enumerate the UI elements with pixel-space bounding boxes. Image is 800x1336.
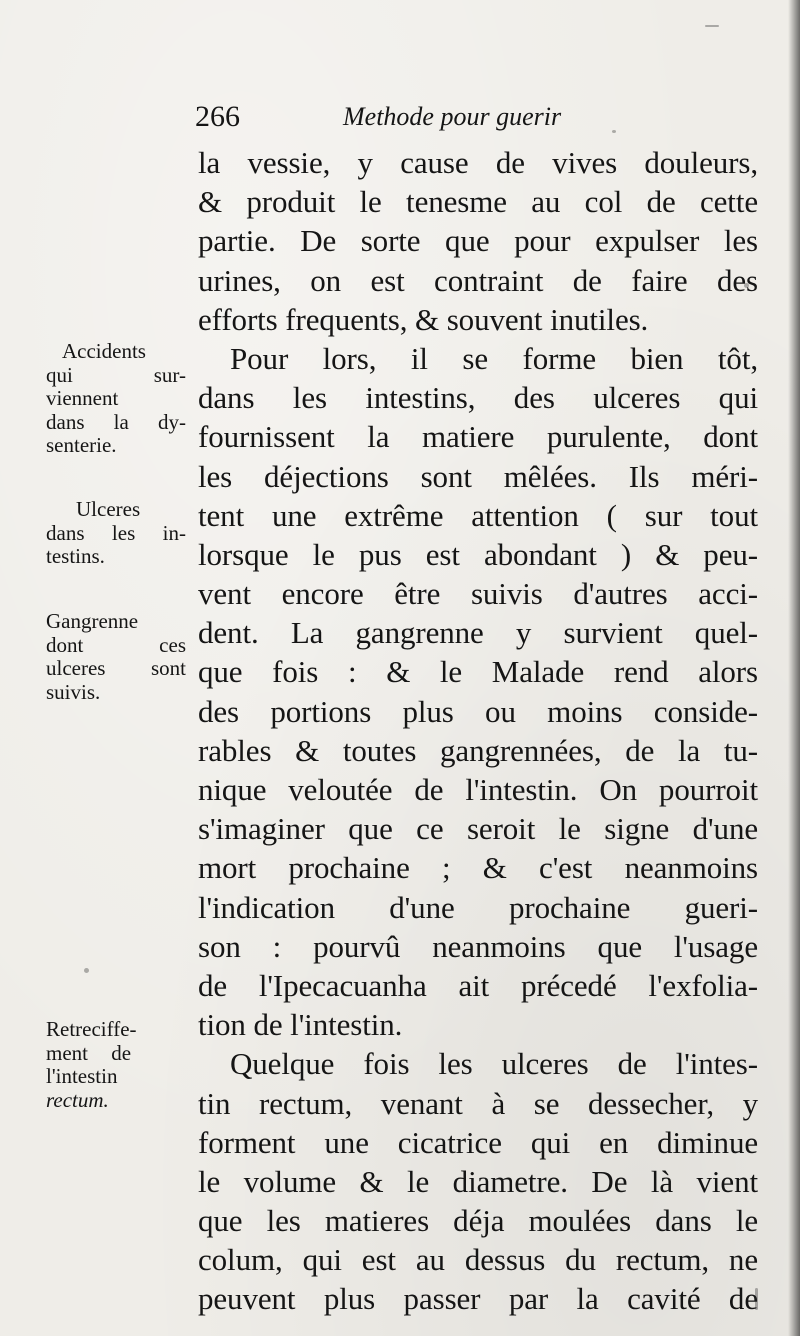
text-line: efforts frequents, & souvent inutiles. [198, 301, 649, 337]
text-line: peuvent plus passer par la cavité de [198, 1281, 758, 1317]
text-line: le volume & le diametre. De là vient [198, 1163, 758, 1199]
text-line: rables & toutes gangrennées, de la tu- [198, 732, 758, 768]
margin-note-line: Ulceres [76, 497, 141, 521]
text-line: Quelque fois les ulceres de l'intes- [230, 1046, 758, 1082]
running-title: Methode pour guerir [343, 102, 562, 131]
text-line: fournissent la matiere purulente, dont [198, 419, 758, 455]
text-line: les déjections sont mêlées. Ils méri- [198, 458, 758, 494]
body-text [198, 143, 758, 1319]
text-line: s'imaginer que ce seroit le signe d'une [198, 811, 758, 847]
margin-note-accidents [46, 340, 186, 458]
text-line: forment une cicatrice qui en diminue [198, 1124, 758, 1160]
text-line: partie. De sorte que pour expulser les [198, 223, 758, 259]
margin-note-line: ulceres sont [46, 656, 186, 680]
text-line: l'indication d'une prochaine gueri- [198, 889, 758, 925]
page-shadow-edge [788, 0, 800, 1336]
margin-note-gangrenne [46, 610, 186, 704]
text-line: urines, on est contraint de faire des [198, 262, 758, 298]
text-line: de l'Ipecacuanha ait précedé l'exfolia- [198, 967, 758, 1003]
margin-note-line: l'intestin [46, 1064, 118, 1088]
text-line: la vessie, y cause de vives douleurs, [198, 145, 758, 180]
margin-note-line: dans les in- [46, 520, 186, 545]
margin-note-line: viennent [46, 386, 119, 410]
text-line: Pour lors, il se forme bien tôt, [230, 340, 758, 376]
text-line: mort prochaine ; & c'est neanmoins [198, 850, 758, 886]
margin-note-line: qui sur- [46, 362, 186, 387]
paper-speck [755, 1288, 758, 1310]
page-header [195, 100, 755, 144]
text-line: colum, qui est au dessus du rectum, ne [198, 1242, 758, 1278]
margin-note-retrecissement [46, 1018, 186, 1112]
paper-speck [612, 130, 616, 133]
margin-note-line: senterie. [46, 433, 117, 457]
text-line: que fois : & le Malade rend alors [198, 654, 758, 690]
text-line: des portions plus ou moins conside- [198, 693, 758, 729]
margin-note-line: dans la dy- [46, 409, 186, 434]
text-line: & produit le tenesme au col de cette [198, 184, 758, 220]
text-line: nique veloutée de l'intestin. On pourroit [198, 772, 758, 807]
margin-note-line: rectum. [46, 1087, 109, 1112]
margin-note-line: suivis. [46, 679, 101, 704]
text-line: que les matieres déja moulées dans le [198, 1203, 758, 1239]
margin-note-line: ment de [46, 1040, 132, 1065]
margin-note-ulceres [46, 498, 186, 569]
margin-note-line: Retreciffe- [46, 1017, 137, 1041]
text-line: dent. La gangrenne y survient quel- [198, 615, 758, 651]
margin-note-line: Gangrenne [46, 609, 139, 633]
text-line: tent une extrême attention ( sur tout [198, 497, 758, 533]
margin-note-line: dont ces [46, 632, 186, 657]
paper-speck [705, 25, 719, 27]
margin-note-line: Accidents [62, 339, 146, 363]
page-number: 266 [195, 100, 240, 133]
text-line: dans les intestins, des ulceres qui [198, 380, 758, 416]
margin-note-line: testins. [46, 544, 105, 568]
paper-speck [744, 283, 749, 288]
text-line: son : pourvû neanmoins que l'usage [198, 928, 758, 964]
text-line: tion de l'intestin. [198, 1007, 403, 1043]
text-line: lorsque le pus est abondant ) & peu- [198, 536, 758, 572]
text-line: tin rectum, venant à se dessecher, y [198, 1085, 758, 1121]
paper-speck [84, 968, 89, 973]
text-line: vent encore être suivis d'autres acci- [198, 576, 758, 612]
